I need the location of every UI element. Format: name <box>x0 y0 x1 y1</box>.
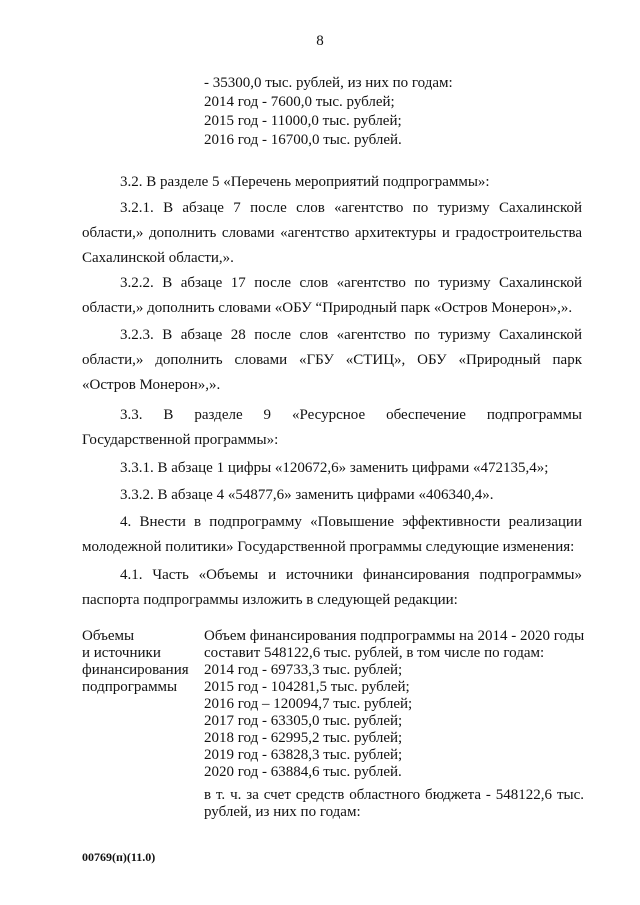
table-label-line: и источники <box>82 645 161 661</box>
page-number: 8 <box>316 33 324 49</box>
list-item: 2014 год - 7600,0 тыс. рублей; <box>204 94 395 110</box>
section-heading: 3.2. В разделе 5 «Перечень мероприятий подпрограммы»: <box>120 174 490 190</box>
paragraph: 3.2.1. В абзаце 7 после слов «агентство по туризму Сахалинской области,» дополнить словами «агентство архитектуры и градостроительства Сахалинской области,». <box>82 200 582 266</box>
table-value-line: 2015 год - 104281,5 тыс. рублей; <box>204 679 410 695</box>
paragraph: 4. Внести в подпрограмму «Повышение эффективности реализации молодежной политики» Государственной программы следующие изменения: <box>82 514 582 555</box>
document-code: 00769(п)(11.0) <box>82 850 156 864</box>
table-value-line: составит 548122,6 тыс. рублей, в том числе по годам: <box>204 645 545 661</box>
funding-by-year-list <box>204 74 453 150</box>
table-label-column <box>82 628 202 696</box>
section-heading: 3.3. В разделе 9 «Ресурсное обеспечение подпрограммы Государственной программы»: <box>82 407 582 448</box>
list-item: 2015 год - 11000,0 тыс. рублей; <box>204 113 402 129</box>
paragraph: 3.3.2. В абзаце 4 «54877,6» заменить цифрами «406340,4». <box>120 487 494 503</box>
table-value-line: 2020 год - 63884,6 тыс. рублей. <box>204 764 402 780</box>
table-label-line: финансирования <box>82 662 189 678</box>
paragraph: 3.3.1. В абзаце 1 цифры «120672,6» заменить цифрами «472135,4»; <box>120 460 549 476</box>
table-label-line: подпрограммы <box>82 679 178 695</box>
table-value-line: в т. ч. за счет средств областного бюджета - 548122,6 тыс. рублей, из них по годам: <box>204 787 584 820</box>
paragraph: 3.2.3. В абзаце 28 после слов «агентство по туризму Сахалинской области,» дополнить словами «ГБУ «СТИЦ», ОБУ «Природный парк «Остров Монерон»,». <box>82 327 582 393</box>
table-value-line: 2017 год - 63305,0 тыс. рублей; <box>204 713 403 729</box>
paragraph: 3.2.2. В абзаце 17 после слов «агентство по туризму Сахалинской области,» дополнить словами «ОБУ “Природный парк «Остров Монерон»,». <box>82 275 582 316</box>
table-label-line: Объемы <box>82 628 135 644</box>
table-value-line: 2014 год - 69733,3 тыс. рублей; <box>204 662 403 678</box>
table-value-line: Объем финансирования подпрограммы на 2014 - 2020 годы <box>204 628 585 644</box>
table-value-line: 2019 год - 63828,3 тыс. рублей; <box>204 747 403 763</box>
paragraph: 4.1. Часть «Объемы и источники финансирования подпрограммы» паспорта подпрограммы изложить в следующей редакции: <box>82 567 582 608</box>
list-item: - 35300,0 тыс. рублей, из них по годам: <box>204 75 453 91</box>
table-value-column <box>204 628 584 821</box>
list-item: 2016 год - 16700,0 тыс. рублей. <box>204 132 402 148</box>
table-value-line: 2016 год – 120094,7 тыс. рублей; <box>204 696 413 712</box>
table-value-line: 2018 год - 62995,2 тыс. рублей; <box>204 730 403 746</box>
